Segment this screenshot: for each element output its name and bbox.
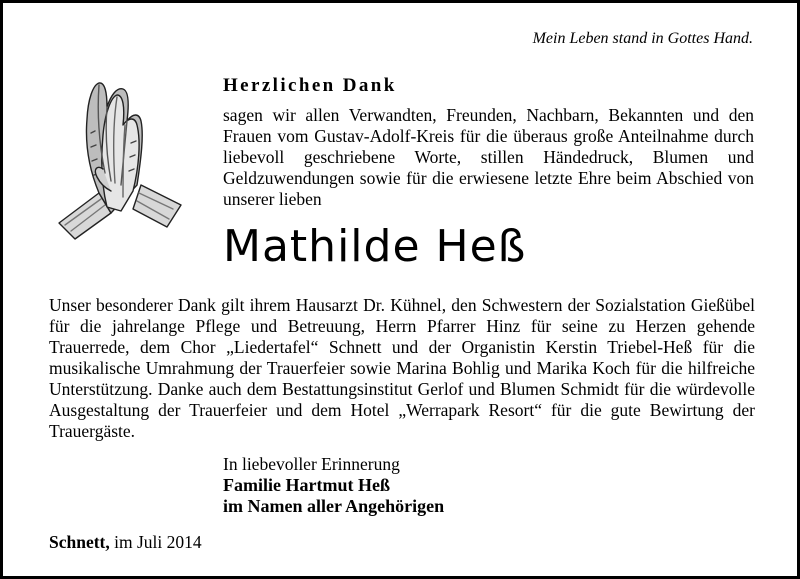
place: Schnett, xyxy=(49,532,110,552)
closing-block xyxy=(223,454,444,517)
closing-line: In liebevoller Erinnerung xyxy=(223,454,400,474)
intro-text: sagen wir allen Verwandten, Freunden, Nachbarn, Bekannten und den Frauen vom Gustav-Adolf-Kreis für die überaus große Anteilnahme durch liebevoll geschriebene Worte, stillen Händedruck, Blumen und Geldzuwendungen sowie für die erwiesene letzte Ehre beim Abschied von unserer lieben xyxy=(223,105,754,209)
family-name: Familie Hartmut Heß xyxy=(223,475,390,495)
place-date xyxy=(49,532,202,553)
praying-hands-icon xyxy=(41,73,183,243)
deceased-name: Mathilde Heß xyxy=(223,221,527,272)
heading: Herzlichen Dank xyxy=(223,75,397,96)
relatives-line: im Namen aller Angehörigen xyxy=(223,496,445,516)
date: im Juli 2014 xyxy=(114,532,202,552)
motto: Mein Leben stand in Gottes Hand. xyxy=(532,30,753,47)
body-text: Unser besonderer Dank gilt ihrem Hausarzt Dr. Kühnel, den Schwestern der Sozialstation Gießübel für die jahrelange Pflege und Betreuung, Herrn Pfarrer Hinz für seine zu Herzen gehende Trauerrede, dem Chor „Liedertafel“ Schnett und der Organistin Kerstin Triebel-Heß für die musikalische Umrahmung der Trauerfeier sowie Marina Bohlig und Marika Koch für die hilfreiche Unterstützung. Danke auch dem Bestattungsinstitut Gerlof und Blumen Schmidt für die würdevolle Ausgestaltung der Trauerfeier und dem Hotel „Werrapark Resort“ für die gute Bewirtung der Trauergäste. xyxy=(49,295,755,441)
